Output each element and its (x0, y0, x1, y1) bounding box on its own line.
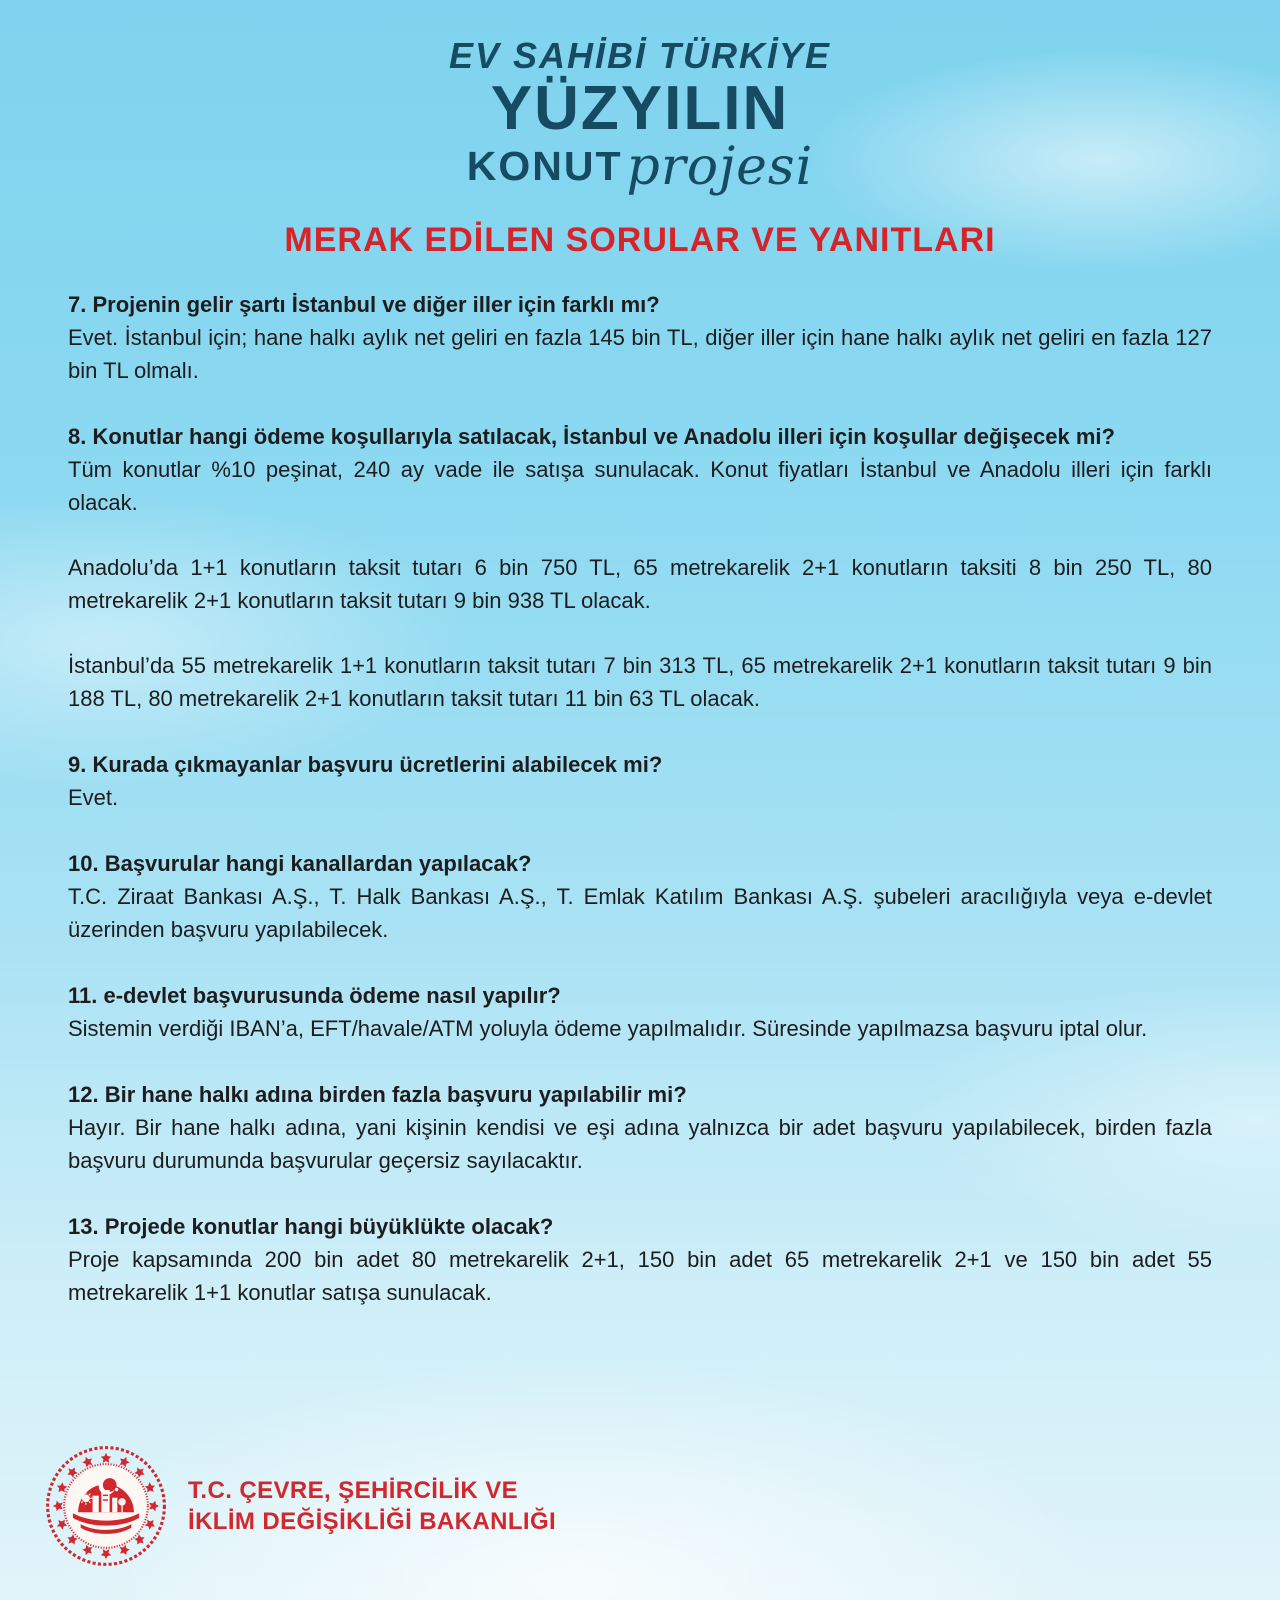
faq-question: 8. Konutlar hangi ödeme koşullarıyla satılacak, İstanbul ve Anadolu illeri için koşullar değişecek mi? (68, 424, 1115, 449)
faq-answer: Evet. (68, 785, 119, 810)
faq-item-7 (68, 288, 1212, 387)
faq-question: 10. Başvurular hangi kanallardan yapılacak? (68, 851, 532, 876)
brand-projesi-script: projesi (626, 137, 814, 197)
brand-tagline: EV SAHİBİ TÜRKİYE (448, 35, 832, 76)
ministry-footer (44, 1444, 556, 1568)
faq-item-11 (68, 979, 1212, 1045)
faq-content (68, 288, 1212, 1309)
faq-question: 7. Projenin gelir şartı İstanbul ve diğer iller için farklı mı? (68, 292, 660, 317)
ministry-name-line1: T.C. ÇEVRE, ŞEHİRCİLİK VE (188, 1477, 519, 1504)
faq-question: 9. Kurada çıkmayanlar başvuru ücretlerini alabilecek mi? (68, 752, 663, 777)
faq-answer: Sistemin verdiği IBAN’a, EFT/havale/ATM yoluyla ödeme yapılmalıdır. Süresinde yapılmazsa başvuru iptal olur. (68, 1016, 1148, 1041)
faq-answer: Proje kapsamında 200 bin adet 80 metrekarelik 2+1, 150 bin adet 65 metrekarelik 2+1 ve 150 bin adet 55 metrekarelik 1+1 konutlar satışa sunulacak. (68, 1247, 1212, 1305)
brand-wordmark-main: YÜZYILIN (490, 74, 790, 143)
faq-question: 11. e-devlet başvurusunda ödeme nasıl yapılır? (68, 983, 561, 1008)
faq-question: 13. Projede konutlar hangi büyüklükte olacak? (68, 1214, 554, 1239)
page-title: MERAK EDİLEN SORULAR VE YANITLARI (284, 221, 996, 259)
faq-item-10 (68, 847, 1212, 946)
brand-wordmark-sub (0, 138, 1280, 201)
brand-header (0, 0, 1280, 201)
faq-answer: Evet. İstanbul için; hane halkı aylık net geliri en fazla 145 bin TL, diğer iller için hane halkı aylık net geliri en fazla 127 bin TL olmalı. (68, 325, 1212, 383)
faq-answer: Hayır. Bir hane halkı adına, yani kişinin kendisi ve eşi adına yalnızca bir adet başvuru yapılabilecek, birden fazla başvuru durumunda başvurular geçersiz sayılacaktır. (68, 1115, 1212, 1173)
ministry-name-line2: İKLİM DEĞİŞİKLİĞİ BAKANLIĞI (188, 1508, 557, 1535)
faq-item-8 (68, 420, 1212, 715)
faq-item-12 (68, 1078, 1212, 1177)
faq-item-9 (68, 748, 1212, 814)
faq-answer: İstanbul’da 55 metrekarelik 1+1 konutların taksit tutarı 7 bin 313 TL, 65 metrekarelik 2+1 konutların taksit tutarı 9 bin 188 TL, 80 metrekarelik 2+1 konutların taksit tutarı 11 bin 63 TL olacak. (68, 653, 1212, 711)
faq-answer: T.C. Ziraat Bankası A.Ş., T. Halk Bankası A.Ş., T. Emlak Katılım Bankası A.Ş. şubeleri aracılığıyla veya e-devlet üzerinden başvuru yapılabilecek. (68, 884, 1212, 942)
ministry-emblem-icon (44, 1444, 168, 1568)
faq-answer: Tüm konutlar %10 peşinat, 240 ay vade ile satışa sunulacak. Konut fiyatları İstanbul ve Anadolu illeri için farklı olacak. (68, 457, 1212, 515)
ministry-name (188, 1475, 556, 1537)
faq-answer: Anadolu’da 1+1 konutların taksit tutarı 6 bin 750 TL, 65 metrekarelik 2+1 konutların taksiti 8 bin 250 TL, 80 metrekarelik 2+1 konutların taksit tutarı 9 bin 938 TL olacak. (68, 555, 1212, 613)
brand-konut-label: KONUT (466, 143, 623, 189)
faq-question: 12. Bir hane halkı adına birden fazla başvuru yapılabilir mi? (68, 1082, 687, 1107)
faq-item-13 (68, 1210, 1212, 1309)
